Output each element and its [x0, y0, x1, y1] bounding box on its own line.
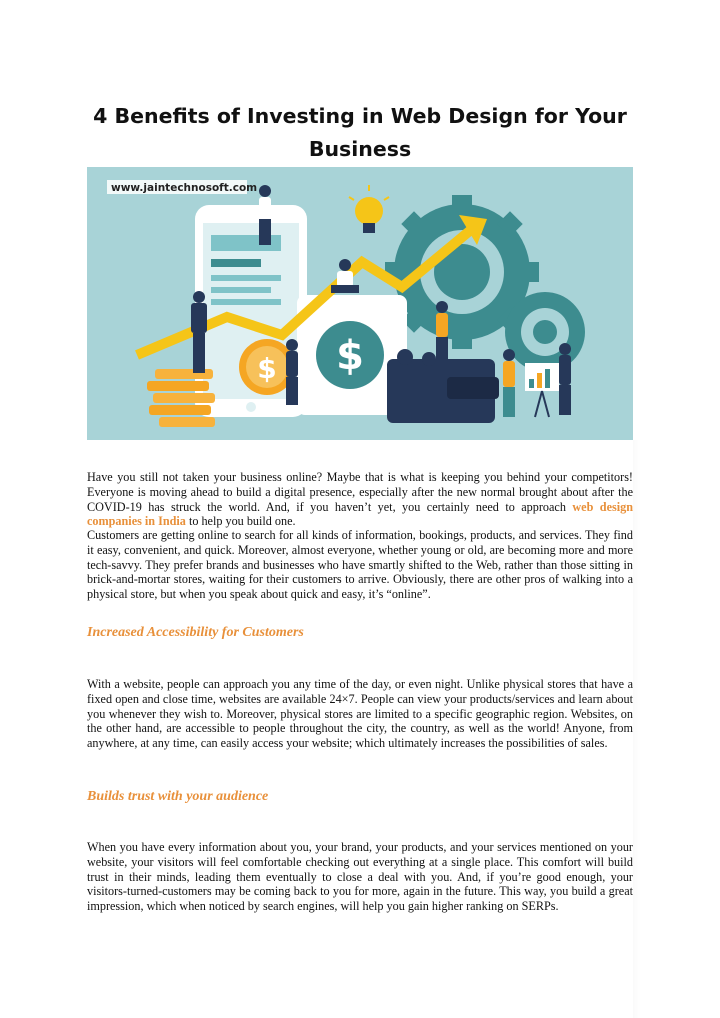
svg-text:$: $	[257, 352, 277, 385]
intro-paragraph-1: Have you still not taken your business online? Maybe that is what is keeping you behind your competitors! Everyone is moving ahead to build a digital presence, especially after the new normal brought about after the COVID-19 has struck the world. And, if you haven’t yet, you certainly need to approach web design companies in India to help you build one.	[87, 470, 633, 529]
section-text-accessibility: With a website, people can approach you any time of the day, or even night. Unlike physical stores that have a fixed open and close time, websites are available 24×7. People can view your products/services and learn about you whenever they wish to. Moreover, physical stores are limited to a specific geographic region. Websites, on the other hand, are accessible to people throughout the city, the country, as well as the world! Anyone, from anywhere, at any time, can easily access your website; which ultimately increases the possibilities of sales.	[87, 677, 633, 751]
page-title: 4 Benefits of Investing in Web Design for Your Business	[93, 103, 627, 161]
section-text-trust: When you have every information about you, your brand, your products, and your services mentioned on your website, your visitors will feel comfortable checking out everything at a single place. This comfort will build trust in their minds, leading them eventually to close a deal with you. And, if you’re good enough, your visitors-turned-customers may be coming back to you for more, again in the future. This way, you build a great impression, which when noticed by search engines, will help you gain higher ranking on SERPs.	[87, 840, 633, 914]
page-edge-shadow	[633, 440, 641, 1018]
hero-illustration	[87, 167, 633, 440]
watermark-text: www.jaintechnosoft.com	[111, 182, 258, 194]
small-gear-icon	[505, 292, 585, 372]
web-design-link[interactable]: web design companies in India	[87, 499, 633, 529]
section-heading-accessibility: Increased Accessibility for Customers	[87, 625, 304, 640]
section-heading-trust: Builds trust with your audience	[87, 789, 269, 804]
dollar-icon: $	[336, 333, 364, 379]
intro-paragraph-2: Customers are getting online to search for all kinds of information, bookings, products, and services. They find it easy, convenient, and quick. Moreover, almost everyone, whether young or old, are becoming more and more tech-savvy. They prefer brands and businesses who have smartly shifted to the Web, rather than those sitting in brick-and-mortar stores, waiting for their customers to arrive. Obviously, there are other pros of walking into a physical store, but when you speak about quick and easy, it’s “online”.	[87, 528, 633, 602]
